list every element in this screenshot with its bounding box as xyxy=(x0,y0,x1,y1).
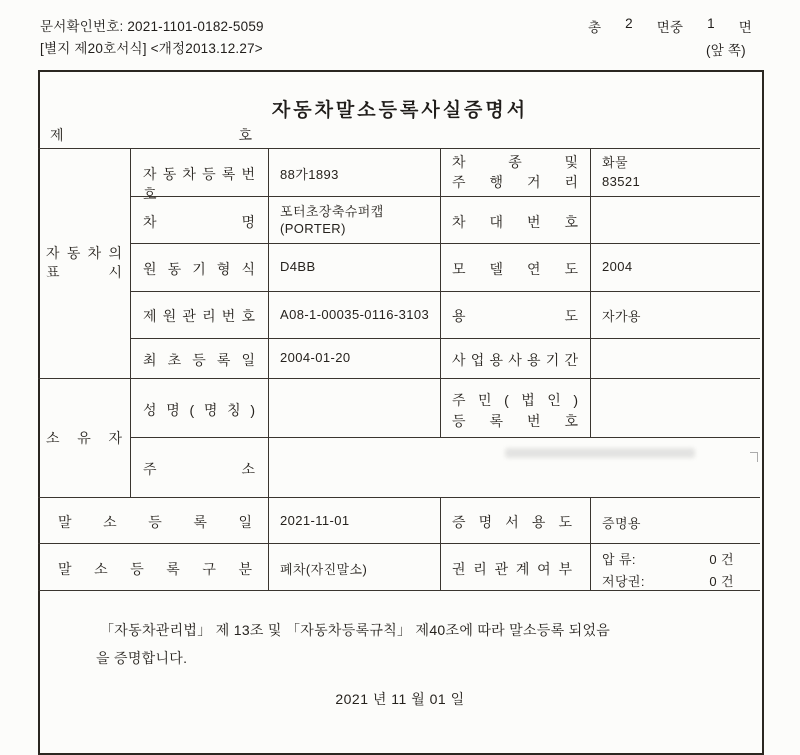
doc-number-suffix: 호 xyxy=(238,127,252,143)
resident-no-label xyxy=(452,390,578,432)
grid-line xyxy=(130,338,760,339)
owner-section-header: 소 유 자 xyxy=(46,430,122,446)
vehicle-type-label-line2: 주 행 거 리 xyxy=(452,174,578,190)
address-stray-mark xyxy=(750,452,758,462)
grid-line xyxy=(38,148,760,149)
vehicle-section-header-line1: 자 동 차 의 xyxy=(46,245,122,261)
statement-date: 2021 년 11 월 01 일 xyxy=(335,691,465,707)
doc-number-prefix: 제 xyxy=(50,127,64,143)
vin-label: 차 대 번 호 xyxy=(452,214,578,230)
grid-line xyxy=(130,148,131,497)
grid-line xyxy=(38,543,760,544)
spec-no-label: 제 원 관 리 번 호 xyxy=(143,308,255,324)
page-counter-of-label: 면중 xyxy=(656,20,684,35)
address-label: 주 소 xyxy=(143,461,255,477)
vehicle-type-label xyxy=(452,152,578,192)
page-counter-total-value: 2 xyxy=(625,16,633,31)
certificate-title: 자동차말소등록사실증명서 xyxy=(271,100,529,121)
vehicle-name-label: 차 명 xyxy=(143,214,255,230)
first-reg-date-label: 최 초 등 록 일 xyxy=(143,352,255,368)
mortgage-row xyxy=(602,571,734,593)
cert-usage-label: 증 명 서 용 도 xyxy=(452,514,572,530)
doc-check-number: 문서확인번호: 2021-1101-0182-5059 xyxy=(40,19,264,34)
grid-line xyxy=(38,497,760,498)
cancel-type-label: 말 소 등 록 구 분 xyxy=(58,561,252,577)
first-reg-date-value: 2004-01-20 xyxy=(280,350,351,365)
front-side-label: (앞 쪽) xyxy=(706,43,746,58)
mortgage-label: 저당권: xyxy=(602,574,645,589)
vehicle-name-value xyxy=(280,203,384,237)
cert-usage-value: 증명용 xyxy=(602,516,641,531)
cancel-type-value: 폐차(자진말소) xyxy=(280,562,368,577)
page-counter-current-value: 1 xyxy=(707,16,715,31)
vehicle-mileage-value: 83521 xyxy=(602,174,641,189)
form-reference: [별지 제20호서식] <개정2013.12.27> xyxy=(40,41,263,56)
engine-type-label: 원 동 기 형 식 xyxy=(143,261,255,277)
vehicle-reg-no-value: 88가1893 xyxy=(280,167,339,182)
model-year-value: 2004 xyxy=(602,259,633,274)
grid-line xyxy=(590,148,591,437)
statement-line1: 「자동차관리법」 제 13조 및 「자동차등록규칙」 제40조에 따라 말소등록 되었음 xyxy=(100,622,611,638)
grid-line xyxy=(440,497,441,590)
rights-label: 권 리 관 계 여 부 xyxy=(452,561,572,577)
page-counter-unit-label: 면 xyxy=(738,20,752,35)
page-counter-total-label: 총 xyxy=(588,20,602,35)
grid-line xyxy=(130,243,760,244)
cancel-date-label: 말 소 등 록 일 xyxy=(58,514,252,530)
resident-no-label-line1: 주 민 ( 법 인 ) xyxy=(452,392,578,408)
usage-label: 용 도 xyxy=(452,308,578,324)
usage-value: 자가용 xyxy=(602,309,641,324)
vehicle-name-value-line1: 포터초장축슈퍼캡 xyxy=(280,204,384,219)
cancel-date-value: 2021-11-01 xyxy=(280,513,350,528)
owner-name-label: 성 명 ( 명 칭 ) xyxy=(143,402,255,418)
vehicle-reg-no-label: 자 동 차 등 록 번 호 xyxy=(143,166,255,202)
seizure-row xyxy=(602,549,734,571)
seizure-label: 압 류: xyxy=(602,552,636,567)
doc-number-row xyxy=(50,125,252,145)
grid-line xyxy=(38,378,760,379)
vehicle-type-value xyxy=(602,153,640,191)
vehicle-type-label-line1: 차 종 및 xyxy=(452,154,578,170)
grid-line xyxy=(130,291,760,292)
page-counter xyxy=(588,16,752,36)
seizure-count: 0 건 xyxy=(709,552,734,567)
mortgage-count: 0 건 xyxy=(709,574,734,589)
model-year-label: 모 델 연 도 xyxy=(452,261,578,277)
resident-no-label-line2: 등 록 번 호 xyxy=(452,413,578,429)
statement-line2: 을 증명합니다. xyxy=(96,650,188,666)
rights-values xyxy=(602,549,734,593)
vehicle-section-header-line2: 표 시 xyxy=(46,264,122,280)
grid-line xyxy=(130,437,760,438)
spec-no-value: A08-1-00035-0116-3103 xyxy=(280,307,430,322)
vehicle-section-header xyxy=(46,244,122,282)
biz-period-label: 사 업 용 사 용 기 간 xyxy=(452,352,578,368)
address-redaction-smudge xyxy=(505,448,695,458)
grid-line xyxy=(590,497,591,590)
grid-line xyxy=(268,148,269,590)
vehicle-name-value-line2: (PORTER) xyxy=(280,221,346,236)
vehicle-type-value-line1: 화물 xyxy=(602,155,628,170)
grid-line xyxy=(440,148,441,437)
engine-type-value: D4BB xyxy=(280,259,316,274)
